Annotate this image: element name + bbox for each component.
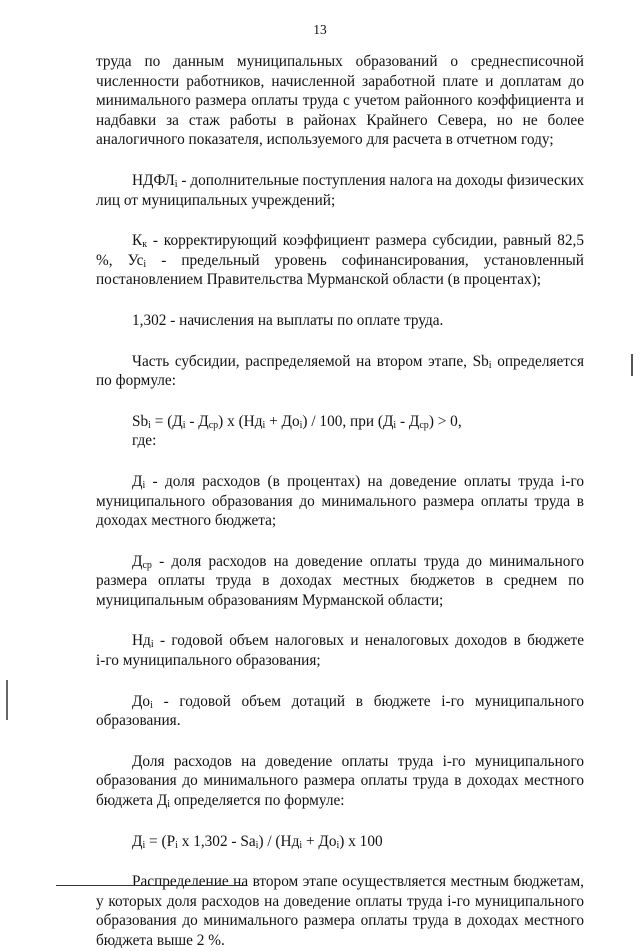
- footer-rule: [56, 885, 246, 886]
- paragraph-ndi: [96, 631, 584, 670]
- paragraph-continuation: [96, 52, 584, 150]
- paragraph-di: [96, 472, 584, 531]
- text-line: Доля расходов на доведение оплаты труда i-го муниципального: [132, 752, 584, 770]
- formula-where: где:: [132, 432, 157, 450]
- text-line: у которых доля расходов на доведение оплаты труда i-го муниципального: [96, 892, 584, 910]
- formula-line: $Sb_i = (Д_i - Д_{ср})$ х $(Нд_i + До_i) / 100$, при $(Д_i - Д_{ср}) > 0$,: [132, 412, 462, 431]
- text-line: по формуле:: [96, 372, 176, 390]
- paragraph-accruals: [96, 311, 584, 331]
- scan-edge-mark-left: [6, 680, 8, 720]
- text-line: i-го муниципального образования;: [96, 652, 321, 670]
- page-number: 13: [313, 22, 327, 37]
- text-line: $До_i$ - годовой объем дотаций в бюджете i-го муниципального: [132, 692, 584, 711]
- paragraph-share: [96, 752, 584, 811]
- text-line: муниципального образования до минимального размера оплаты труда в: [96, 492, 584, 510]
- text-line: постановлением Правительства Мурманской области (в процентах);: [96, 271, 542, 289]
- text-line: Часть субсидии, распределяемой на втором этапе, $Sb_i$ определяется: [132, 352, 584, 371]
- text-line: $НДФЛ_i$ - дополнительные поступления налога на доходы физических: [132, 171, 585, 190]
- paragraph-dsr: [96, 552, 584, 611]
- text-line: лиц от муниципальных учреждений;: [96, 191, 336, 209]
- text-line: аналогичного показателя, используемого для расчета в отчетном году;: [96, 131, 554, 149]
- text-line: $К_к$ - корректирующий коэффициент размера субсидии, равный 82,5: [132, 232, 584, 251]
- text-line: труда по данным муниципальных образований о среднесписочной: [96, 53, 584, 70]
- formula-sb: [96, 412, 584, 451]
- text-line: бюджета выше 2 %.: [96, 932, 225, 949]
- paragraph-ndfl: [96, 171, 584, 210]
- text-line: образования до минимального размера оплаты труда в доходах местного: [96, 912, 584, 930]
- scan-edge-mark: [631, 354, 633, 376]
- document-body: [96, 52, 584, 951]
- text-line: образования.: [96, 712, 181, 730]
- text-line: размера оплаты труда в доходах местных бюджетов в среднем по: [96, 572, 584, 590]
- paragraph-doi: [96, 692, 584, 731]
- text-line: надбавки за стаж работы в районах Крайнего Севера, но не более: [96, 111, 584, 129]
- paragraph-kk: [96, 231, 584, 290]
- text-line: $Д_{ср}$ - доля расходов на доведение оплаты труда до минимального: [132, 552, 584, 571]
- text-line: 1,302 - начисления на выплаты по оплате труда.: [132, 311, 444, 329]
- text-line: Распределение на втором этапе осуществляется местным бюджетам,: [132, 873, 584, 891]
- paragraph-distribution: [96, 872, 584, 950]
- text-line: муниципальным образованиям Мурманской области;: [96, 591, 444, 609]
- text-line: %, $Ус_i$ - предельный уровень софинансирования, установленный: [96, 251, 584, 270]
- formula-di: [96, 832, 584, 852]
- text-line: минимального размера оплаты труда с учетом районного коэффициента и: [96, 92, 584, 110]
- text-line: $Нд_i$ - годовой объем налоговых и неналоговых доходов в бюджете: [132, 632, 584, 651]
- text-line: бюджета $Д_i$ определяется по формуле:: [96, 792, 345, 811]
- text-line: $Д_i$ - доля расходов (в процентах) на доведение оплаты труда i-го: [132, 472, 584, 491]
- formula-line: $Д_i = (Р_i$ х $1,302 - Sa_i) / (Нд_i + До_i)$ х 100: [132, 832, 383, 851]
- text-line: численности работников, начисленной заработной плате и доплатам до: [96, 72, 584, 90]
- text-line: образования до минимального размера оплаты труда в доходах местного: [96, 772, 584, 790]
- paragraph-second-stage: [96, 352, 584, 391]
- text-line: доходах местного бюджета;: [96, 512, 277, 530]
